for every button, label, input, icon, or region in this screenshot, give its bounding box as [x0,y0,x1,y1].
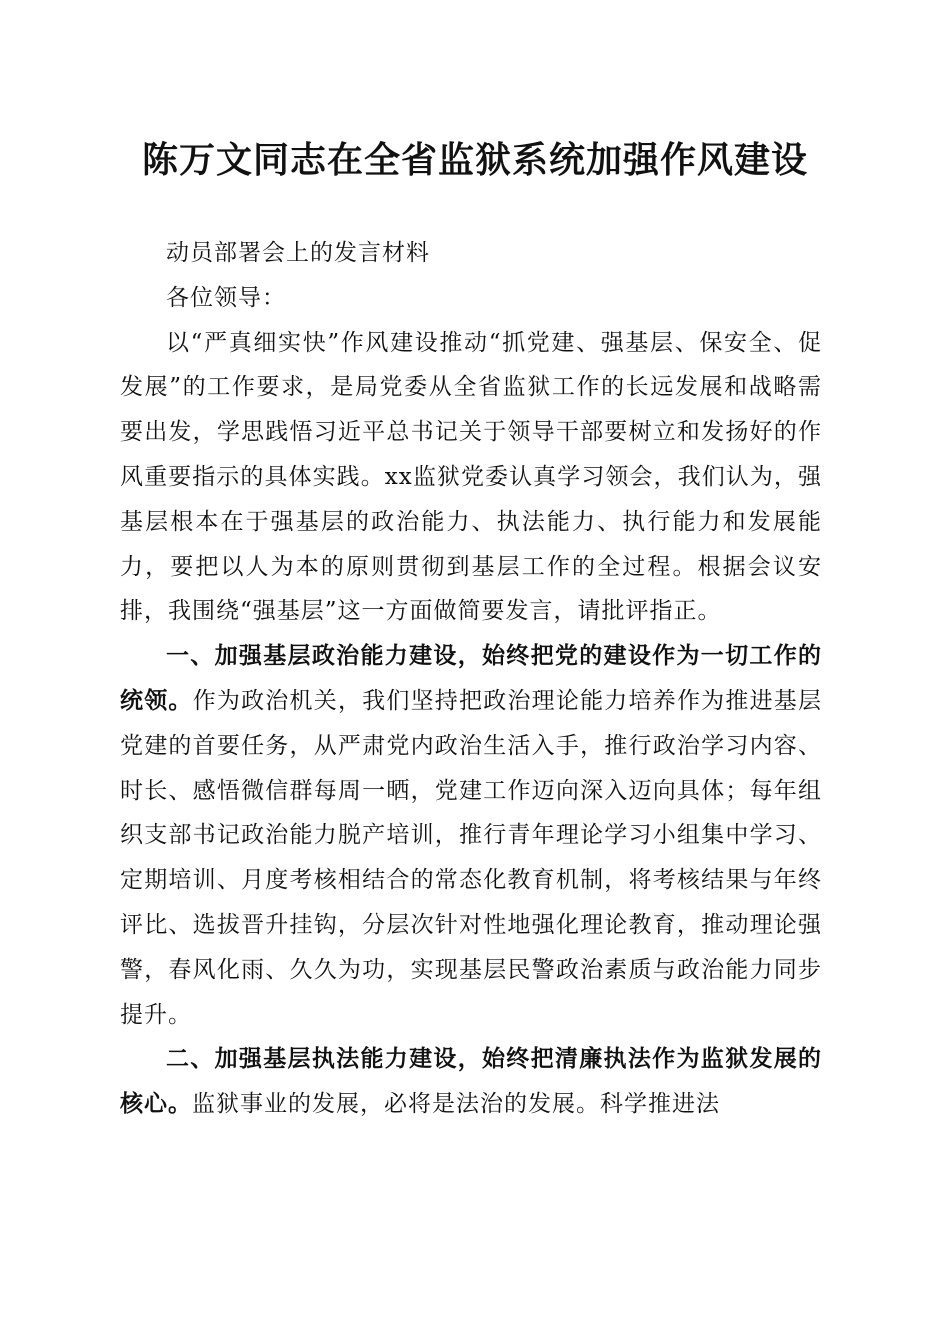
section-1-paragraph [120,634,822,1037]
document-body [120,231,822,1127]
intro-paragraph: 以“严真细实快”作风建设推动“抓党建、强基层、保安全、促发展”的工作要求，是局党委从全省监狱工作的长远发展和战略需要出发，学思践悟习近平总书记关于领导干部要树立和发扬好的作风重要指示的具体实践。xx监狱党委认真学习领会，我们认为，强基层根本在于强基层的政治能力、执法能力、执行能力和发展能力，要把以人为本的原则贯彻到基层工作的全过程。根据会议安排，我围绕“强基层”这一方面做简要发言，请批评指正。 [120,329,822,625]
document-title: 陈万文同志在全省监狱系统加强作风建设 [141,139,808,181]
section-1-body: 作为政治机关，我们坚持把政治理论能力培养作为推进基层党建的首要任务，从严肃党内政治生活入手，推行政治学习内容、时长、感悟微信群每周一晒，党建工作迈向深入迈向具体；每年组织支部书记政治能力脱产培训，推行青年理论学习小组集中学习、定期培训、月度考核相结合的常态化教育机制，将考核结果与年终评比、选拔晋升挂钩，分层次针对性地强化理论教育，推动理论强警，春风化雨、久久为功，实现基层民警政治素质与政治能力同步提升。 [120,687,823,1028]
section-2-body: 监狱事业的发展，必将是法治的发展。科学推进法 [192,1091,720,1118]
document-subtitle: 动员部署会上的发言材料 [166,240,430,266]
section-2-heading: 二、加强基层执法能力建设，始终把清廉执法作为监狱发展的核心。 [120,1045,822,1118]
section-2-paragraph [120,1037,822,1127]
salutation: 各位领导： [166,284,286,311]
section-1-heading: 一、加强基层政治能力建设，始终把党的建设作为一切工作的统领。 [120,642,822,714]
